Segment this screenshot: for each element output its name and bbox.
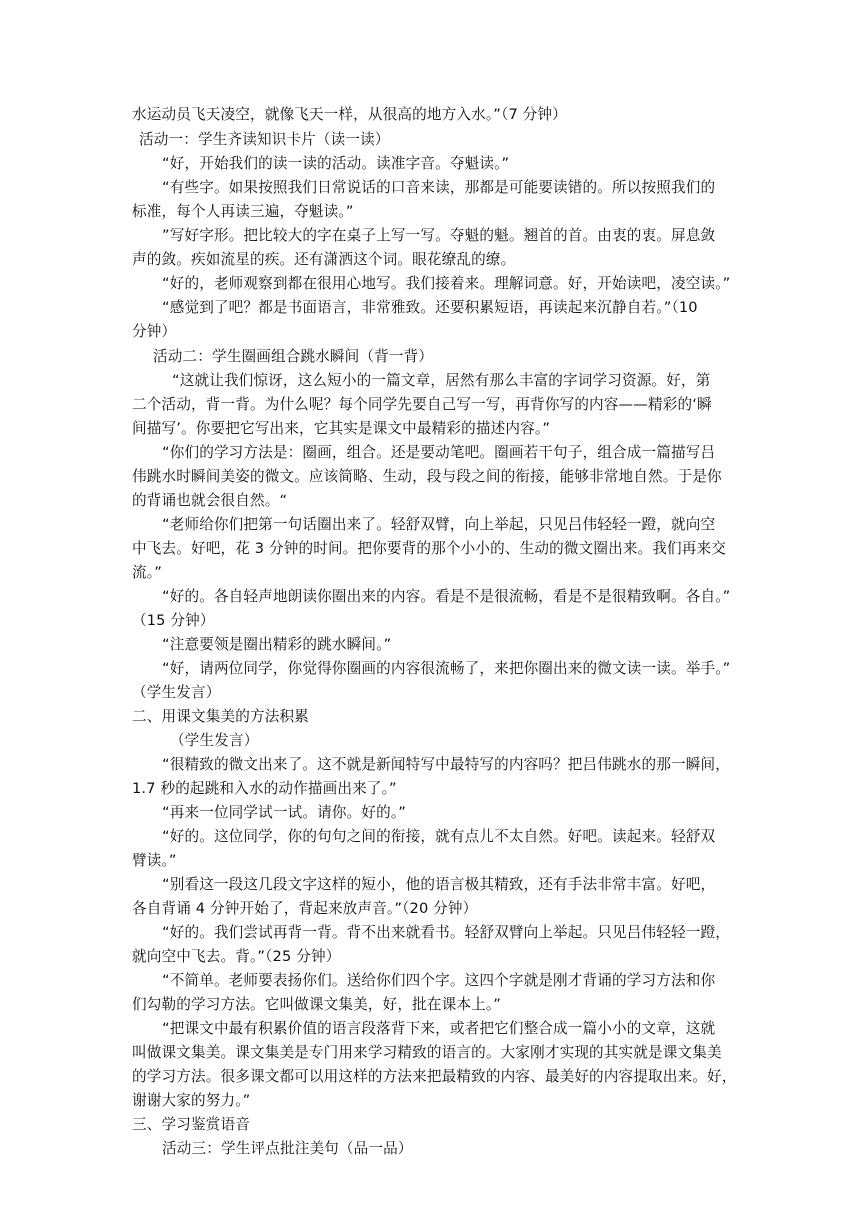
text-line: （学生发言） xyxy=(170,732,259,749)
activity-heading: 活动一：学生齐读知识卡片（读一读） xyxy=(139,131,390,148)
section-heading: 三、学习鉴赏语音 xyxy=(132,1116,250,1133)
text-line: “别看这一段这几段文字这样的短小，他的语言极其精致，还有手法非常丰富。好吧， xyxy=(162,876,716,893)
text-line: “好，请两位同学，你觉得你圈画的内容很流畅了，来把你圈出来的微文读一读。举手。” xyxy=(162,660,731,677)
text-line: “再来一位同学试一试。请你。好的。” xyxy=(162,804,407,821)
text-line: “好的。这位同学，你的句句之间的衔接，就有点儿不太自然。好吧。读起来。轻舒双 xyxy=(162,828,716,845)
text-line: （学生发言） xyxy=(132,684,221,701)
text-line: “好的。各自轻声地朗读你圈出来的内容。看是不是很流畅，看是不是很精致啊。各自。” xyxy=(162,588,731,605)
text-line: “好的。我们尝试再背一背。背不出来就看书。轻舒双臂向上举起。只见吕伟轻轻一蹬， xyxy=(162,924,730,941)
text-line: 叫做课文集美。课文集美是专门用来学习精致的语言的。大家刚才实现的其实就是课文集美 xyxy=(132,1044,722,1061)
text-line: 中飞去。好吧，花 3 分钟的时间。把你要背的那个小小的、生动的微文圈出来。我们再来交 xyxy=(132,540,727,557)
text-line: 各自背诵 4 分钟开始了，背起来放声音。”（20 分钟） xyxy=(132,900,478,917)
section-heading: 二、用课文集美的方法积累 xyxy=(132,708,309,725)
text-line: （15 分钟） xyxy=(132,612,215,629)
text-line: “有些字。如果按照我们日常说话的口音来读，那都是可能要读错的。所以按照我们的 xyxy=(162,179,716,196)
text-line: “注意要领是圈出精彩的跳水瞬间。” xyxy=(162,636,392,653)
text-line: “这就让我们惊讶，这么短小的一篇文章，居然有那么丰富的字词学习资源。好，第 xyxy=(172,372,711,389)
text-line: 水运动员飞天凌空，就像飞天一样，从很高的地方入水。”（7 分钟） xyxy=(132,106,567,123)
activity-heading: 活动二：学生圈画组合跳水瞬间（背一背） xyxy=(153,348,434,365)
text-line: 们勾勒的学习方法。它叫做课文集美，好，批在课本上。” xyxy=(132,996,502,1013)
text-line: “老师给你们把第一句话圈出来了。轻舒双臂，向上举起，只见吕伟轻轻一蹬，就向空 xyxy=(162,516,716,533)
text-line: 流。” xyxy=(132,564,162,581)
text-line: 谢谢大家的努力。” xyxy=(132,1092,251,1109)
text-line: 标准，每个人再读三遍，夺魁读。” xyxy=(132,203,354,220)
text-line: 的背诵也就会很自然。“ xyxy=(132,492,288,509)
text-line: 就向空中飞去。背。”（25 分钟） xyxy=(132,948,341,965)
text-line: 臂读。” xyxy=(132,852,177,869)
activity-heading: 活动三：学生评点批注美句（品一品） xyxy=(162,1140,413,1157)
text-line: ”写好字形。把比较大的字在桌子上写一写。夺魁的魁。翘首的首。由衷的衷。屏息敛 xyxy=(162,227,716,244)
text-line: “把课文中最有积累价值的语言段落背下来，或者把它们整合成一篇小小的文章，这就 xyxy=(162,1020,716,1037)
text-line: 的学习方法。很多课文都可以用这样的方法来把最精致的内容、最美好的内容提取出来。好， xyxy=(132,1068,737,1085)
text-line: “好的，老师观察到都在很用心地写。我们接着来。理解词意。好，开始读吧，凌空读。” xyxy=(162,275,731,292)
text-line: 分钟） xyxy=(132,323,177,340)
text-line: “好，开始我们的读一读的活动。读准字音。夺魁读。” xyxy=(162,155,510,172)
text-line: 1.7 秒的起跳和入水的动作描画出来了。” xyxy=(132,780,397,797)
text-line: 伟跳水时瞬间美姿的微文。应该简略、生动，段与段之间的衔接，能够非常地自然。于是你 xyxy=(132,468,722,485)
text-line: 二个活动，背一背。为什么呢？每个同学先要自己写一写，再背你写的内容——精彩的‘瞬 xyxy=(132,396,712,413)
text-line: 间描写’。你要把它写出来，它其实是课文中最精彩的描述内容。” xyxy=(132,420,551,437)
text-line: “感觉到了吧？都是书面语言，非常雅致。还要积累短语，再读起来沉静自若。”（10 xyxy=(162,299,698,316)
text-line: 声的敛。疾如流星的疾。还有潇洒这个词。眼花缭乱的缭。 xyxy=(132,251,516,268)
text-line: “很精致的微文出来了。这不就是新闻特写中最特写的内容吗？把吕伟跳水的那一瞬间， xyxy=(162,756,730,773)
text-line: “不简单。老师要表扬你们。送给你们四个字。这四个字就是刚才背诵的学习方法和你 xyxy=(162,972,716,989)
text-line: “你们的学习方法是：圈画，组合。还是要动笔吧。圈画若干句子，组合成一篇描写吕 xyxy=(162,444,716,461)
